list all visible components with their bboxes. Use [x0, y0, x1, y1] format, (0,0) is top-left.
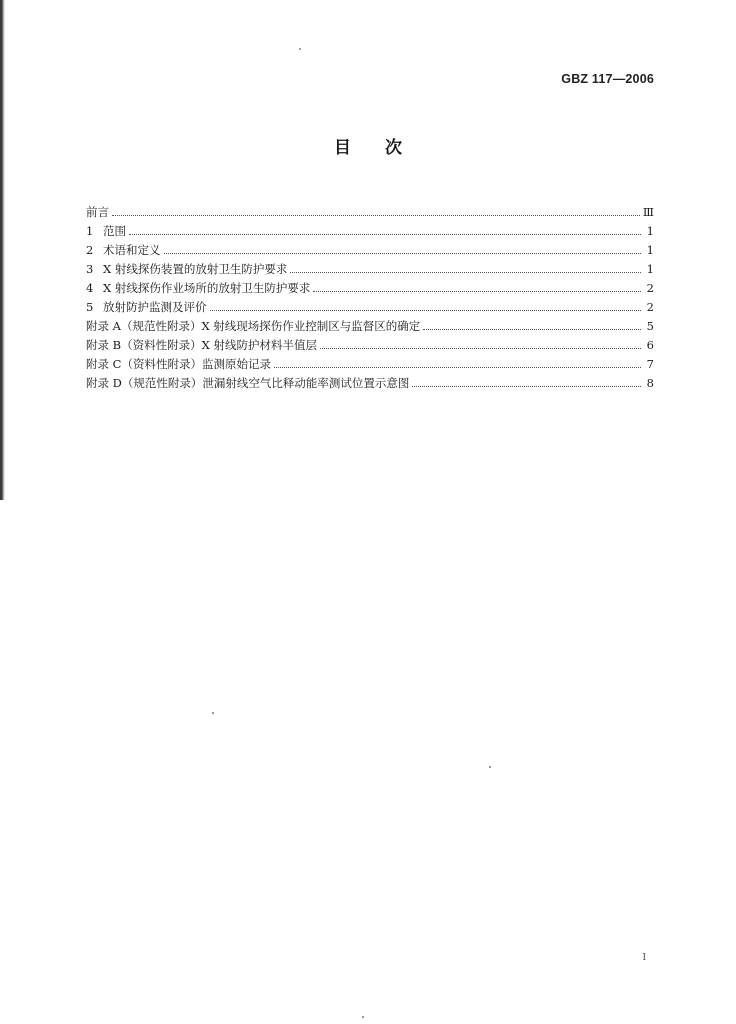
toc-entry-page: 8 — [646, 376, 654, 390]
scan-speck — [362, 1016, 364, 1018]
scan-edge-shadow — [0, 0, 5, 500]
toc-entry-label: 附录 B（资料性附录）X 射线防护材料半值层 — [86, 338, 317, 352]
toc-leader-dots — [290, 272, 641, 273]
toc-entry[interactable] — [86, 279, 654, 298]
toc-entry-label: 术语和定义 — [103, 243, 161, 257]
toc-entry-page: 5 — [646, 319, 654, 333]
toc-entry[interactable] — [86, 317, 654, 336]
toc-entry-label: 放射防护监测及评价 — [103, 300, 207, 314]
toc-entry-page: 7 — [646, 357, 654, 371]
scan-speck — [299, 48, 301, 50]
toc-leader-dots — [423, 329, 641, 330]
toc-leader-dots — [412, 386, 641, 387]
toc-entry-label: 前言 — [86, 205, 109, 219]
toc-entry-label: 附录 A（规范性附录）X 射线现场探伤作业控制区与监督区的确定 — [86, 319, 421, 333]
toc-entry-label: 附录 D（规范性附录）泄漏射线空气比释动能率测试位置示意图 — [86, 376, 410, 390]
toc-entry-label: X 射线探伤作业场所的放射卫生防护要求 — [103, 281, 311, 295]
toc-leader-dots — [164, 253, 642, 254]
toc-entry[interactable] — [86, 336, 654, 355]
document-code: GBZ 117—2006 — [561, 72, 654, 86]
toc-leader-dots — [112, 215, 640, 216]
toc-entry-page: Ⅲ — [642, 205, 654, 219]
toc-entry[interactable] — [86, 260, 654, 279]
table-of-contents — [86, 203, 654, 393]
toc-title-char-1: 目 — [334, 138, 351, 158]
toc-entry-label: 范围 — [103, 224, 126, 238]
toc-entry-number: 3 — [86, 262, 94, 276]
toc-entry-number: 2 — [86, 243, 94, 257]
toc-leader-dots — [210, 310, 642, 311]
toc-entry-number: 1 — [86, 224, 94, 238]
toc-entry-label: X 射线探伤装置的放射卫生防护要求 — [103, 262, 288, 276]
toc-title — [0, 133, 736, 158]
scan-speck — [212, 712, 214, 714]
toc-entry[interactable] — [86, 203, 654, 222]
page-footer-mark: I — [642, 953, 646, 963]
toc-entry[interactable] — [86, 374, 654, 393]
toc-entry-number: 4 — [86, 281, 94, 295]
toc-leader-dots — [313, 291, 641, 292]
toc-entry-page: 6 — [646, 338, 654, 352]
toc-entry-page: 1 — [646, 262, 654, 276]
scan-speck — [489, 766, 491, 768]
toc-entry[interactable] — [86, 241, 654, 260]
toc-entry-page: 2 — [646, 300, 654, 314]
toc-entry[interactable] — [86, 298, 654, 317]
toc-title-char-2: 次 — [385, 138, 402, 158]
toc-entry-label: 附录 C（资料性附录）监测原始记录 — [86, 357, 271, 371]
toc-leader-dots — [320, 348, 641, 349]
toc-entry-number: 5 — [86, 300, 94, 314]
toc-entry[interactable] — [86, 222, 654, 241]
toc-leader-dots — [274, 367, 641, 368]
toc-entry[interactable] — [86, 355, 654, 374]
toc-entry-page: 1 — [646, 224, 654, 238]
toc-entry-page: 1 — [646, 243, 654, 257]
toc-entry-page: 2 — [646, 281, 654, 295]
toc-leader-dots — [129, 234, 641, 235]
